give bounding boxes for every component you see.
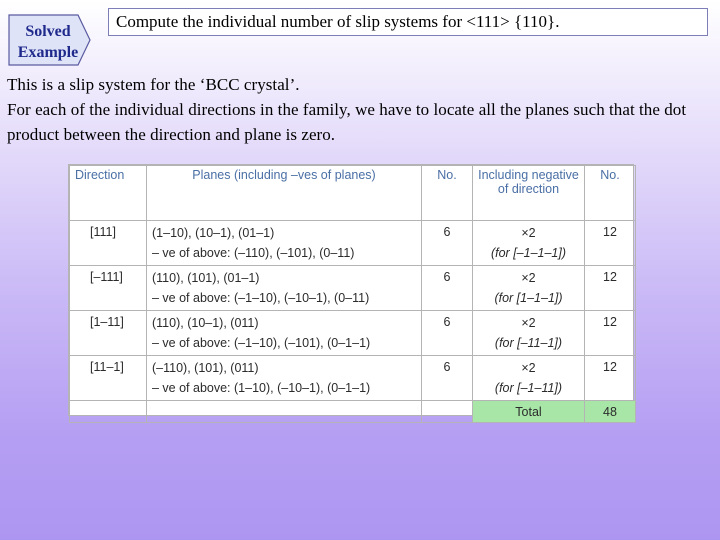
count-cell: 6	[422, 356, 473, 401]
planes-cell	[147, 311, 422, 356]
header-including-negative: Including negative of direction	[473, 166, 585, 221]
negative-cell	[473, 356, 585, 401]
negative-cell	[473, 311, 585, 356]
table-row	[70, 266, 636, 311]
question-title: Compute the individual number of slip systems for <111> {110}.	[108, 8, 708, 36]
table-header-row	[70, 166, 636, 221]
empty-cell	[147, 401, 422, 423]
badge-label	[8, 21, 88, 63]
direction-cell: [–111]	[70, 266, 147, 311]
intro-text	[7, 72, 713, 147]
total-row	[70, 401, 636, 423]
negative-direction: (for [–1–11])	[494, 381, 563, 395]
total-count-cell: 12	[585, 311, 636, 356]
table-row	[70, 356, 636, 401]
multiplier: ×2	[521, 361, 536, 375]
total-label: Total	[473, 401, 585, 423]
planes-list: (1–10), (10–1), (01–1)	[152, 226, 275, 240]
count-cell: 6	[422, 266, 473, 311]
intro-line-1: This is a slip system for the ‘BCC crystal’.	[7, 75, 300, 94]
table-row	[70, 311, 636, 356]
negative-cell	[473, 266, 585, 311]
multiplier: ×2	[521, 316, 536, 330]
negative-cell	[473, 221, 585, 266]
header-planes: Planes (including –ves of planes)	[147, 166, 422, 221]
multiplier: ×2	[521, 271, 536, 285]
negative-direction: (for [–1–1–1])	[490, 246, 567, 260]
negative-planes-list: – ve of above: (–110), (–101), (0–11)	[152, 246, 355, 260]
total-value: 48	[585, 401, 636, 423]
negative-planes-list: – ve of above: (–1–10), (–10–1), (0–11)	[152, 291, 370, 305]
planes-list: (110), (10–1), (011)	[152, 316, 259, 330]
solved-example-badge	[8, 14, 92, 66]
total-count-cell: 12	[585, 221, 636, 266]
direction-cell: [111]	[70, 221, 147, 266]
planes-cell	[147, 356, 422, 401]
count-cell: 6	[422, 311, 473, 356]
table-row	[70, 221, 636, 266]
badge-line-1: Solved	[25, 23, 71, 40]
planes-cell	[147, 221, 422, 266]
header-no-total: No.	[585, 166, 636, 221]
direction-cell: [1–11]	[70, 311, 147, 356]
direction-cell: [11–1]	[70, 356, 147, 401]
count-cell: 6	[422, 221, 473, 266]
negative-direction: (for [1–1–1])	[494, 291, 563, 305]
negative-direction: (for [–11–1])	[494, 336, 563, 350]
header-no: No.	[422, 166, 473, 221]
total-count-cell: 12	[585, 356, 636, 401]
negative-planes-list: – ve of above: (–1–10), (–101), (0–1–1)	[152, 336, 371, 350]
planes-cell	[147, 266, 422, 311]
multiplier: ×2	[521, 226, 536, 240]
empty-cell	[70, 401, 147, 423]
planes-list: (–110), (101), (011)	[152, 361, 259, 375]
header-direction: Direction	[70, 166, 147, 221]
slip-system-table	[68, 164, 634, 419]
negative-planes-list: – ve of above: (1–10), (–10–1), (0–1–1)	[152, 381, 371, 395]
intro-line-2: For each of the individual directions in the family, we have to locate all the planes such that the dot product between the direction and plane is zero.	[7, 100, 687, 144]
empty-cell	[422, 401, 473, 423]
badge-line-2: Example	[17, 44, 79, 61]
planes-list: (110), (101), (01–1)	[152, 271, 260, 285]
total-count-cell: 12	[585, 266, 636, 311]
